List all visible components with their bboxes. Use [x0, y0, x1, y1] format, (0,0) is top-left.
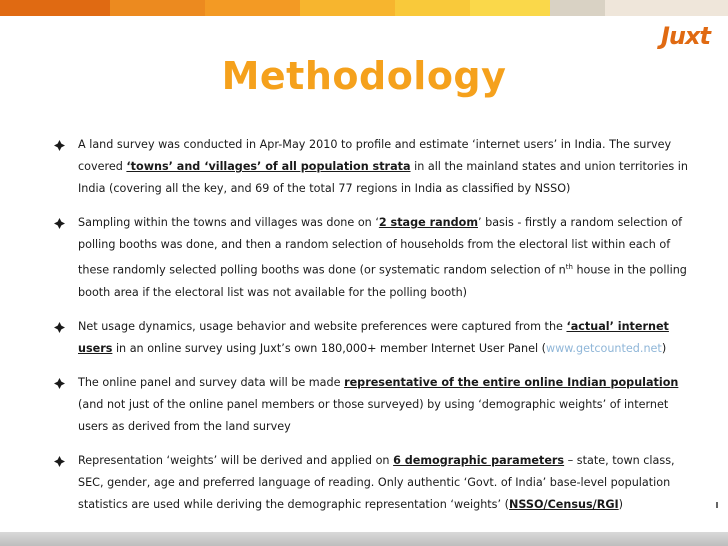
bullet-text: ): [661, 341, 667, 355]
bullet-list: [52, 134, 692, 516]
bullet-text: (and not just of the online panel members or those surveyed) by using ‘demographic weights’ of internet users as derived from the land survey: [78, 397, 669, 433]
bar-segment: [205, 0, 300, 16]
bar-segment: [605, 0, 728, 16]
bullet-text: in all the mainland states and union territories in India (covering all the key, and 69 of the total 77 regions in India as classified by NSSO): [78, 160, 688, 195]
bullet-text: Sampling within the towns and villages was done on ‘: [78, 216, 379, 229]
bar-segment: [0, 0, 110, 16]
emphasis-text: 6 demographic parameters: [393, 453, 565, 467]
bullet-online-panel: [52, 372, 692, 438]
bar-segment: [300, 0, 395, 16]
bar-segment: [470, 0, 550, 16]
bottom-bar: [0, 532, 728, 546]
bar-segment: [395, 0, 470, 16]
bar-segment: [110, 0, 205, 16]
bullet-text: ): [618, 497, 624, 511]
bullet-text: in an online survey using Juxt’s own 180,000+ member Internet User Panel (: [112, 341, 546, 355]
edge-mark: [716, 502, 718, 508]
diamond-bullet-icon: [54, 456, 65, 467]
bullet-land-survey: [52, 134, 692, 200]
diamond-bullet-icon: [54, 140, 65, 151]
bullet-text: – state, town class, SEC, gender, age and preferred language of reading. Only authentic ‘Govt. of India’ base-level population statistics are used while deriving the demographic representation ‘weights’ (: [78, 453, 675, 511]
bullet-text: Net usage dynamics, usage behavior and website preferences were captured from the: [78, 319, 567, 333]
bullet-text: A land survey was conducted in Apr-May 2010 to profile and estimate ‘internet users’ in India. The survey covered: [78, 138, 672, 173]
page-title: Methodology: [221, 54, 507, 98]
emphasis-text: NSSO/Census/RGI: [509, 497, 619, 511]
juxt-logo: Juxt: [661, 22, 710, 50]
bullet-text: house in the polling booth area if the electoral list was not available for the polling booth): [78, 263, 687, 299]
superscript: th: [565, 263, 573, 271]
bar-segment: [550, 0, 605, 16]
diamond-bullet-icon: [54, 218, 65, 229]
bullet-text: The online panel and survey data will be made: [78, 375, 345, 389]
emphasis-text: ‘actual’ internet users: [78, 319, 669, 355]
bullet-weights: [52, 450, 692, 516]
bullet-net-usage: [52, 316, 692, 360]
bullet-text: ’ basis - firstly a random selection of polling booths was done, and then a random selection of households from the electoral list within each of these randomly selected polling booths was done (or systematic random selection of n: [78, 216, 683, 277]
bullet-sampling: [52, 212, 692, 304]
top-color-bar: [0, 0, 728, 16]
emphasis-text: representative of the entire online Indian population: [344, 375, 679, 389]
bullet-text: Representation ‘weights’ will be derived and applied on: [78, 453, 394, 467]
diamond-bullet-icon: [54, 378, 65, 389]
diamond-bullet-icon: [54, 322, 65, 333]
emphasis-text: ‘towns’ and ‘villages’ of all population strata: [126, 160, 411, 173]
getcounted-link[interactable]: www.getcounted.net: [546, 341, 662, 355]
emphasis-text: 2 stage random: [378, 216, 478, 229]
